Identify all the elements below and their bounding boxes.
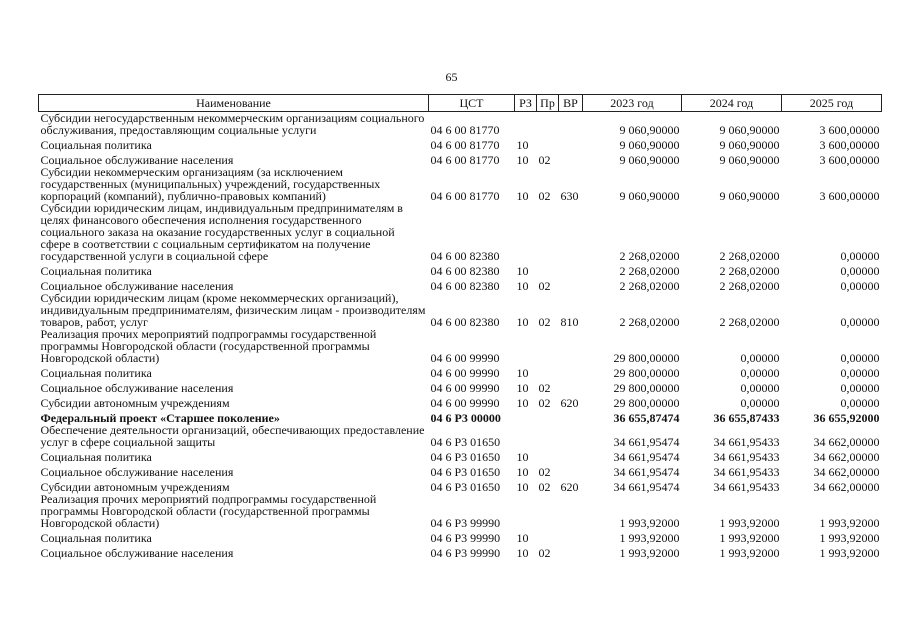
row-2023-value: 29 800,00000 (613, 381, 680, 395)
row-rz: 10 (516, 465, 529, 479)
row-2025-value: 0,00000 (840, 366, 880, 380)
row-rz: 10 (516, 480, 529, 494)
row-cst: 04 6 P3 01650 (430, 435, 501, 449)
row-2023-value: 1 993,92000 (619, 531, 680, 545)
row-2023-value: 2 268,02000 (619, 264, 680, 278)
table-row (39, 394, 882, 409)
row-rz: 10 (516, 366, 529, 380)
row-2025-value: 3 600,00000 (819, 123, 880, 137)
header-vr: ВР (559, 95, 583, 112)
row-rz: 10 (516, 381, 529, 395)
row-2025-value: 0,00000 (840, 264, 880, 278)
row-pr (537, 529, 559, 544)
row-2025-value: 34 662,00000 (813, 435, 880, 449)
row-cst: 04 6 00 81770 (430, 138, 500, 152)
row-cst: 04 6 00 99990 (430, 351, 500, 365)
row-2023-value: 34 661,95474 (613, 480, 680, 494)
budget-table (38, 94, 882, 559)
row-2023-value: 34 661,95474 (613, 465, 680, 479)
table-row (39, 292, 882, 328)
row-2025-value: 1 993,92000 (819, 546, 880, 560)
row-vr (559, 409, 583, 424)
row-rz (515, 493, 537, 529)
row-2025-value: 0,00000 (840, 315, 880, 329)
row-2023-value: 2 268,02000 (619, 249, 680, 263)
table-row (39, 493, 882, 529)
row-2023-value: 29 800,00000 (613, 396, 680, 410)
table-row (39, 328, 882, 364)
row-2025-value: 34 662,00000 (813, 480, 880, 494)
page-number: 65 (445, 70, 458, 84)
table-row (39, 364, 882, 379)
row-vr (559, 379, 583, 394)
table-row (39, 277, 882, 292)
table-row (39, 463, 882, 478)
row-pr: 02 (538, 546, 551, 560)
row-pr (537, 136, 559, 151)
row-2024-value: 34 661,95433 (713, 450, 780, 464)
row-name: Социальное обслуживание населения (40, 465, 234, 479)
row-rz: 10 (516, 396, 529, 410)
row-2024-value: 34 661,95433 (713, 465, 780, 479)
row-2025-value: 3 600,00000 (819, 153, 880, 167)
row-pr: 02 (538, 396, 551, 410)
row-rz: 10 (516, 264, 529, 278)
row-2024-value: 9 060,90000 (719, 123, 780, 137)
table-body (39, 112, 882, 560)
row-name: Субсидии негосударственным некоммерческим организациям социального обслуживания, предоставляющим социальные услуги (40, 111, 425, 137)
row-2023-value: 34 661,95474 (613, 450, 680, 464)
table-row (39, 136, 882, 151)
row-name: Субсидии автономным учреждениям (40, 480, 230, 494)
row-2025-value: 36 655,92000 (813, 411, 880, 425)
table-row (39, 166, 882, 202)
row-vr (559, 151, 583, 166)
row-name: Социальная политика (40, 531, 152, 545)
row-name: Субсидии некоммерческим организациям (за исключением государственных (муниципальных) учреждений, государственных корпораций (компаний), публично-правовых компаний) (40, 165, 381, 203)
row-rz (515, 112, 537, 137)
header-2025: 2025 год (782, 95, 882, 112)
row-cst: 04 6 P3 99990 (430, 531, 501, 545)
table-row (39, 262, 882, 277)
row-name: Федеральный проект «Старшее поколение» (40, 411, 280, 425)
row-2025-value: 0,00000 (840, 249, 880, 263)
row-2025-value: 34 662,00000 (813, 450, 880, 464)
row-vr (559, 112, 583, 137)
row-pr (537, 262, 559, 277)
row-rz (515, 424, 537, 448)
table-row (39, 478, 882, 493)
table-row (39, 379, 882, 394)
row-vr (559, 544, 583, 559)
table-header-row (39, 95, 882, 112)
row-name: Реализация прочих мероприятий подпрограммы государственной программы Новгородской области (государственной программы Новгородской области) (40, 327, 377, 365)
row-pr (537, 448, 559, 463)
table-row (39, 448, 882, 463)
row-name: Социальное обслуживание населения (40, 279, 234, 293)
row-2025-value: 34 662,00000 (813, 465, 880, 479)
row-name: Социальное обслуживание населения (40, 546, 234, 560)
row-cst: 04 6 P3 99990 (430, 516, 501, 530)
row-vr: 630 (560, 189, 579, 203)
row-pr: 02 (538, 465, 551, 479)
row-rz: 10 (516, 315, 529, 329)
row-cst: 04 6 00 81770 (430, 153, 500, 167)
row-cst: 04 6 P3 01650 (430, 450, 501, 464)
row-2025-value: 0,00000 (840, 396, 880, 410)
table-row (39, 424, 882, 448)
table-row (39, 112, 882, 137)
row-vr (559, 202, 583, 262)
row-name: Реализация прочих мероприятий подпрограммы государственной программы Новгородской области (государственной программы Новгородской области) (40, 492, 377, 530)
row-2025-value: 1 993,92000 (819, 531, 880, 545)
header-2024: 2024 год (682, 95, 782, 112)
row-name: Субсидии юридическим лицам, индивидуальным предпринимателям в целях финансового обеспечения исполнения государственного социального заказа на оказание государственных услуг в социальной сфере в соответствии с социальным сертификатом на получение государственной услуги в социальной сфере (40, 201, 403, 263)
row-2024-value: 0,00000 (740, 396, 780, 410)
row-2024-value: 1 993,92000 (719, 546, 780, 560)
row-cst: 04 6 00 82380 (430, 249, 500, 263)
row-pr: 02 (538, 480, 551, 494)
row-2024-value: 34 661,95433 (713, 435, 780, 449)
row-name: Социальная политика (40, 450, 152, 464)
row-2023-value: 34 661,95474 (613, 435, 680, 449)
row-rz: 10 (516, 279, 529, 293)
row-2023-value: 29 800,00000 (613, 351, 680, 365)
header-rz: РЗ (515, 95, 537, 112)
row-pr (537, 364, 559, 379)
row-pr: 02 (538, 315, 551, 329)
row-2024-value: 9 060,90000 (719, 153, 780, 167)
row-2025-value: 0,00000 (840, 381, 880, 395)
row-2023-value: 1 993,92000 (619, 546, 680, 560)
row-vr (559, 493, 583, 529)
row-2025-value: 0,00000 (840, 279, 880, 293)
row-2023-value: 2 268,02000 (619, 315, 680, 329)
row-name: Субсидии автономным учреждениям (40, 396, 230, 410)
row-pr (537, 493, 559, 529)
row-2024-value: 1 993,92000 (719, 516, 780, 530)
header-name: Наименование (39, 95, 429, 112)
row-cst: 04 6 00 99990 (430, 381, 500, 395)
row-vr (559, 136, 583, 151)
row-2025-value: 3 600,00000 (819, 189, 880, 203)
row-2024-value: 36 655,87433 (713, 411, 780, 425)
row-rz (515, 202, 537, 262)
row-2023-value: 9 060,90000 (619, 138, 680, 152)
row-2024-value: 0,00000 (740, 351, 780, 365)
row-cst: 04 6 00 81770 (430, 189, 500, 203)
row-2024-value: 9 060,90000 (719, 138, 780, 152)
row-rz: 10 (516, 189, 529, 203)
row-name: Социальная политика (40, 264, 152, 278)
row-pr (537, 409, 559, 424)
row-name: Социальное обслуживание населения (40, 381, 234, 395)
row-vr: 620 (560, 396, 579, 410)
row-2023-value: 1 993,92000 (619, 516, 680, 530)
row-pr: 02 (538, 189, 551, 203)
row-pr: 02 (538, 279, 551, 293)
row-2025-value: 0,00000 (840, 351, 880, 365)
row-cst: 04 6 P3 01650 (430, 465, 501, 479)
row-2023-value: 2 268,02000 (619, 279, 680, 293)
row-cst: 04 6 00 82380 (430, 315, 500, 329)
row-2024-value: 34 661,95433 (713, 480, 780, 494)
row-rz: 10 (516, 138, 529, 152)
row-rz (515, 328, 537, 364)
row-2024-value: 2 268,02000 (719, 264, 780, 278)
row-pr: 02 (538, 381, 551, 395)
row-name: Социальное обслуживание населения (40, 153, 234, 167)
row-vr: 810 (560, 315, 579, 329)
table-row (39, 151, 882, 166)
row-cst: 04 6 P3 01650 (430, 480, 501, 494)
row-2025-value: 3 600,00000 (819, 138, 880, 152)
row-rz (515, 409, 537, 424)
row-cst: 04 6 00 82380 (430, 264, 500, 278)
row-name: Социальная политика (40, 138, 152, 152)
row-vr: 620 (560, 480, 579, 494)
row-pr: 02 (538, 153, 551, 167)
row-pr (537, 202, 559, 262)
row-cst: 04 6 P3 99990 (430, 546, 501, 560)
row-2024-value: 1 993,92000 (719, 531, 780, 545)
table-row (39, 529, 882, 544)
row-2024-value: 0,00000 (740, 381, 780, 395)
row-name: Социальная политика (40, 366, 152, 380)
header-pr: Пр (537, 95, 559, 112)
row-cst: 04 6 P3 00000 (430, 411, 501, 425)
header-cst: ЦСТ (429, 95, 515, 112)
row-name: Обеспечение деятельности организаций, обеспечивающих предоставление услуг в сфере социальной защиты (40, 423, 425, 449)
row-2024-value: 0,00000 (740, 366, 780, 380)
row-2024-value: 2 268,02000 (719, 249, 780, 263)
row-2023-value: 36 655,87474 (613, 411, 680, 425)
row-vr (559, 463, 583, 478)
row-vr (559, 277, 583, 292)
row-pr (537, 328, 559, 364)
row-2024-value: 9 060,90000 (719, 189, 780, 203)
table-row (39, 544, 882, 559)
row-2023-value: 29 800,00000 (613, 366, 680, 380)
row-2023-value: 9 060,90000 (619, 189, 680, 203)
row-vr (559, 328, 583, 364)
row-vr (559, 424, 583, 448)
row-2023-value: 9 060,90000 (619, 123, 680, 137)
row-2024-value: 2 268,02000 (719, 315, 780, 329)
row-vr (559, 448, 583, 463)
row-vr (559, 364, 583, 379)
row-2024-value: 2 268,02000 (719, 279, 780, 293)
row-vr (559, 262, 583, 277)
table-row (39, 202, 882, 262)
header-2023: 2023 год (583, 95, 682, 112)
table-row (39, 409, 882, 424)
row-pr (537, 424, 559, 448)
row-name: Субсидии юридическим лицам (кроме некоммерческих организаций), индивидуальным предпринимателям, физическим лицам - производителям товаров, работ, услуг (40, 291, 426, 329)
row-cst: 04 6 00 99990 (430, 396, 500, 410)
row-cst: 04 6 00 81770 (430, 123, 500, 137)
row-2023-value: 9 060,90000 (619, 153, 680, 167)
row-rz: 10 (516, 450, 529, 464)
row-vr (559, 529, 583, 544)
row-2025-value: 1 993,92000 (819, 516, 880, 530)
row-pr (537, 112, 559, 137)
row-rz: 10 (516, 531, 529, 545)
row-rz: 10 (516, 153, 529, 167)
row-rz: 10 (516, 546, 529, 560)
row-cst: 04 6 00 99990 (430, 366, 500, 380)
row-cst: 04 6 00 82380 (430, 279, 500, 293)
